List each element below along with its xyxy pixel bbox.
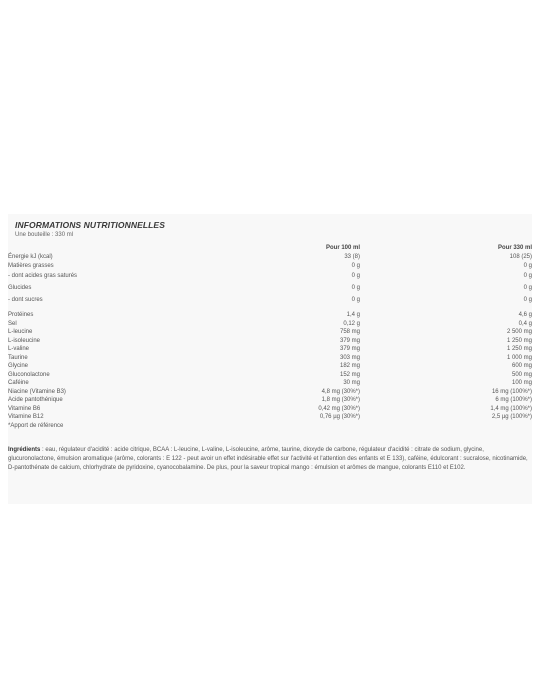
table-row: [8, 294, 532, 306]
value-per-330ml: 108 (25): [509, 254, 532, 260]
nutrient-label: Glycine: [8, 363, 29, 369]
table-row: [8, 379, 532, 388]
nutrient-label: - dont acides gras saturés: [8, 273, 78, 279]
table-row: [8, 413, 532, 422]
nutrient-label: Glucides: [8, 285, 32, 291]
value-per-100ml: 1,4 g: [346, 312, 360, 318]
value-per-100ml: 0,42 mg (30%*): [318, 405, 360, 412]
table-row: [8, 362, 532, 371]
value-per-100ml: 0 g: [351, 273, 360, 279]
nutrient-label: Niacine (Vitamine B3): [8, 388, 66, 395]
nutrient-label: Protéines: [8, 312, 34, 318]
table-row: [8, 270, 532, 282]
value-per-330ml: 1,4 mg (100%*): [490, 405, 532, 412]
table-row: [8, 396, 532, 405]
value-per-330ml: 4,6 g: [518, 312, 532, 318]
serving-subtitle: Une bouteille : 330 ml: [15, 232, 74, 238]
table-header-row: [8, 244, 532, 253]
table-row: [8, 282, 532, 294]
nutrient-label: Acide pantothénique: [8, 397, 63, 403]
table-row: [8, 337, 532, 346]
column-header-330ml: Pour 330 ml: [497, 245, 532, 251]
table-row: [8, 328, 532, 337]
nutrient-label: Sel: [8, 320, 17, 327]
value-per-100ml: 0 g: [351, 262, 360, 269]
value-per-330ml: 0 g: [523, 285, 532, 291]
column-header-100ml: Pour 100 ml: [325, 245, 360, 251]
value-per-100ml: 379 mg: [339, 346, 360, 352]
table-row: [8, 388, 532, 397]
nutrient-label: Vitamine B12: [8, 414, 44, 420]
nutrient-label: L-valine: [8, 346, 30, 352]
nutrient-label: Énergie kJ (kcal): [8, 254, 53, 260]
value-per-100ml: 33 (8): [344, 254, 360, 260]
value-per-330ml: 0 g: [523, 273, 532, 279]
table-row: [8, 405, 532, 414]
nutrient-label: L-isoleucine: [8, 337, 41, 344]
value-per-100ml: 758 mg: [339, 329, 360, 335]
value-per-330ml: 1 250 mg: [506, 337, 532, 344]
value-per-330ml: 100 mg: [511, 380, 532, 386]
value-per-100ml: 30 mg: [343, 380, 360, 386]
value-per-100ml: 0,76 µg (30%*): [319, 414, 360, 420]
nutrient-label: Vitamine B6: [8, 405, 41, 412]
nutrition-panel: [8, 214, 532, 504]
value-per-100ml: 1,8 mg (30%*): [321, 397, 360, 403]
nutrient-label: Caféine: [8, 380, 29, 386]
table-row: [8, 371, 532, 380]
value-per-100ml: 0,12 g: [343, 320, 360, 327]
nutrition-title: INFORMATIONS NUTRITIONNELLES: [15, 220, 165, 230]
table-row: [8, 354, 532, 363]
nutrition-table: [8, 244, 532, 430]
table-row: [8, 422, 532, 431]
value-per-330ml: 0,4 g: [518, 320, 532, 327]
ingredients-paragraph: [8, 446, 532, 473]
value-per-330ml: 6 mg (100%*): [495, 397, 532, 403]
nutrient-label: L-leucine: [8, 329, 33, 335]
ingredients-text: : eau, régulateur d'acidité : acide citrique, BCAA : L-leucine, L-valine, L-isoleucine, arôme, taurine, dioxyde de carbone, régulateur d'acidité : citrate de sodium, glycine, glucuronolactone, émulsion aromatique (arôme, colorants : E 122 - peut avoir un effet indésirable effet sur l'activité et l'attention des enfants et E 133), caféine, édulcorant : sucralose, nicotinamide, D-pantothénate de calcium, chlorhydrate de pyridoxine, cyanocobalamine. De plus, pour la saveur tropical mango : émulsion et arômes de mangue, colorants E110 et E102.: [8, 447, 528, 471]
value-per-330ml: 16 mg (100%*): [491, 388, 532, 395]
value-per-100ml: 152 mg: [339, 371, 360, 378]
value-per-330ml: 2,5 µg (100%*): [491, 414, 532, 420]
value-per-100ml: 0 g: [351, 285, 360, 291]
value-per-100ml: 303 mg: [339, 354, 360, 361]
nutrient-label: Matières grasses: [8, 262, 54, 269]
nutrient-label: Taurine: [8, 354, 28, 361]
value-per-330ml: 1 000 mg: [506, 354, 532, 361]
value-per-330ml: 600 mg: [511, 363, 532, 369]
table-row: [8, 311, 532, 320]
nutrient-label: *Apport de référence: [8, 422, 64, 429]
value-per-100ml: 182 mg: [339, 363, 360, 369]
value-per-100ml: 379 mg: [339, 337, 360, 344]
ingredients-label: Ingrédients: [8, 447, 41, 453]
value-per-100ml: 4,8 mg (30%*): [321, 388, 360, 395]
value-per-330ml: 1 250 mg: [506, 346, 532, 352]
value-per-330ml: 0 g: [523, 297, 532, 303]
table-row: [8, 345, 532, 354]
value-per-330ml: 500 mg: [511, 371, 532, 378]
table-row: [8, 320, 532, 329]
nutrient-label: Gluconolactone: [8, 371, 50, 378]
value-per-100ml: 0 g: [351, 297, 360, 303]
nutrient-label: - dont sucres: [8, 297, 43, 303]
table-row: [8, 262, 532, 271]
value-per-330ml: 0 g: [523, 262, 532, 269]
table-row: [8, 253, 532, 262]
value-per-330ml: 2 500 mg: [506, 329, 532, 335]
